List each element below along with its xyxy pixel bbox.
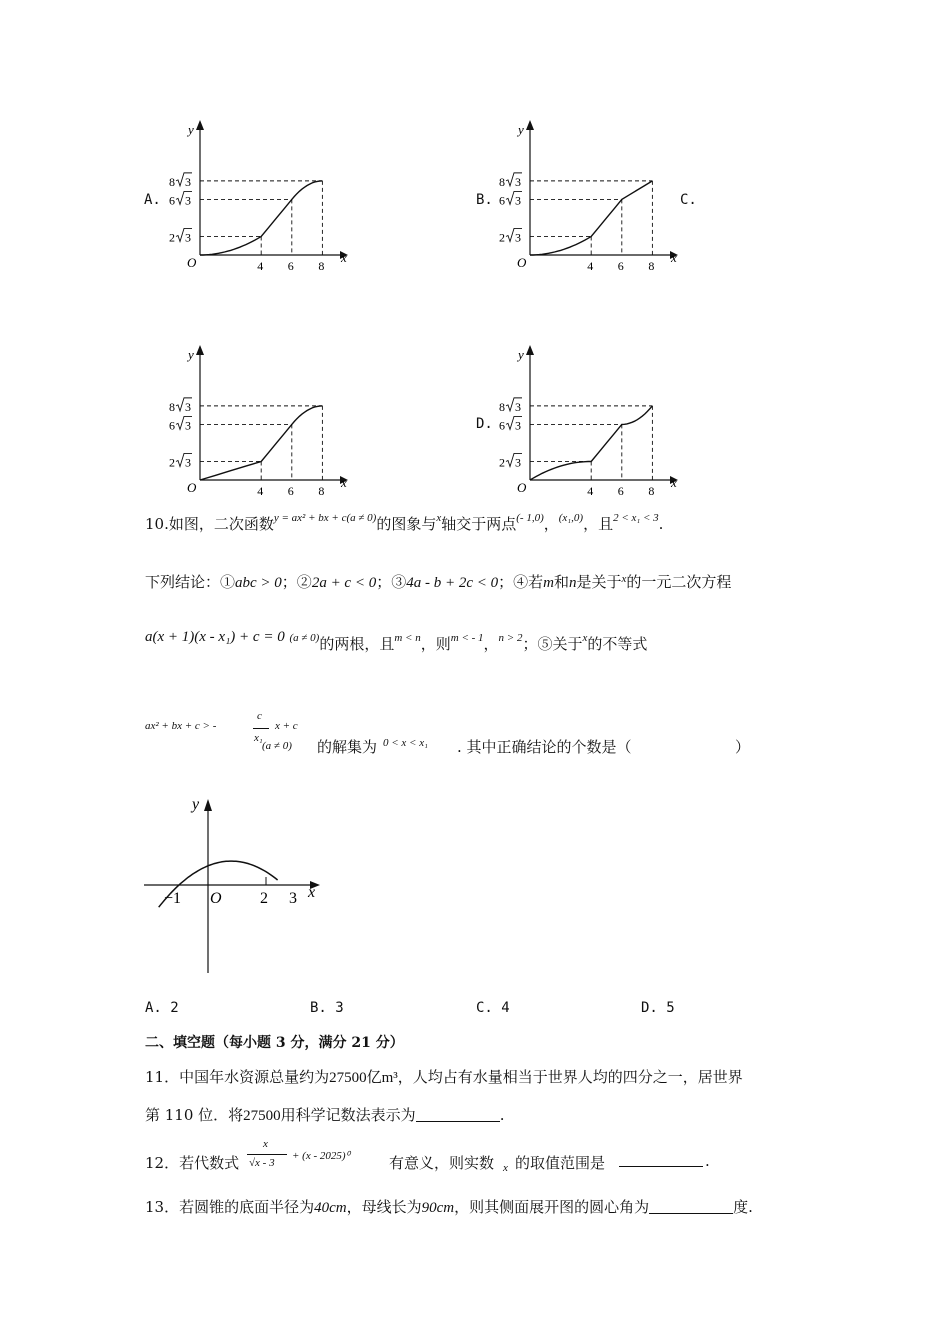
- q10-option-d: D. 5: [641, 1000, 675, 1016]
- x-tick-label: 6: [617, 484, 624, 498]
- y-tick-coef: 6: [499, 193, 505, 208]
- y-axis-arrow: [204, 799, 212, 811]
- option-d-label: D.: [476, 416, 493, 432]
- y-tick-coef: 6: [169, 418, 175, 433]
- tick-label-minus1: −1: [164, 890, 182, 907]
- origin-label: O: [517, 255, 527, 270]
- q12-line: 12．若代数式 x √x - 3 + (x - 2025)⁰ 有意义，则实数 x 的取值范围是 .: [145, 1138, 710, 1174]
- y-axis-label: y: [518, 347, 524, 362]
- x-axis-label: x: [671, 250, 677, 265]
- x-tick-label: 4: [587, 484, 594, 498]
- x-tick-label: 4: [257, 259, 264, 273]
- y-axis-label: y: [188, 347, 194, 362]
- y-tick-radicand: 3: [515, 418, 521, 433]
- y-tick-coef: 8: [499, 399, 505, 414]
- y-tick-coef: 2: [499, 230, 505, 245]
- parabola-figure: [140, 795, 330, 975]
- x-axis-label: x: [671, 475, 677, 490]
- y-tick-radicand: 3: [185, 399, 191, 414]
- y-tick-radicand: 3: [185, 418, 191, 433]
- origin-label: O: [187, 480, 197, 495]
- y-tick-radicand: 3: [515, 230, 521, 245]
- y-axis-label: y: [192, 796, 200, 813]
- y-axis-arrow: [526, 120, 534, 130]
- x-tick-label: 8: [648, 484, 655, 498]
- y-tick-coef: 2: [499, 455, 505, 470]
- y-tick-radicand: 3: [185, 193, 191, 208]
- origin-label: O: [187, 255, 197, 270]
- x-tick-label: 8: [318, 484, 325, 498]
- x-axis-label: x: [341, 475, 347, 490]
- y-tick-radicand: 3: [515, 455, 521, 470]
- graph-d: [470, 335, 690, 505]
- y-axis-arrow: [196, 120, 204, 130]
- origin-label: O: [517, 480, 527, 495]
- section-heading: 二、填空题（每小题 3 分，满分 21 分）: [145, 1035, 404, 1051]
- q13-answer-blank[interactable]: [649, 1199, 733, 1214]
- x-axis-label: x: [308, 884, 316, 901]
- x-tick-label: 6: [287, 259, 294, 273]
- y-tick-radicand: 3: [185, 174, 191, 189]
- y-tick-radicand: 3: [185, 230, 191, 245]
- x-tick-label: 8: [648, 259, 655, 273]
- q10-option-a: A. 2: [145, 1000, 179, 1016]
- q12-answer-blank[interactable]: [619, 1152, 703, 1167]
- y-tick-radicand: 3: [515, 399, 521, 414]
- y-tick-radicand: 3: [185, 455, 191, 470]
- q10-line1: 10.如图，二次函数$^{y = ax^2 + bx + c(a \ne 0)}$的图象与$^x$轴交于两点$^{(- 1,0)}$，$^{(x_1,0)}$，且$^{2 < x_1 < 3}$.: [145, 512, 664, 533]
- q10-line2: 下列结论：①abc > 0；②2a + c < 0；③4a - b + 2c < 0；④若m和n是关于$^x$的一元二次方程: [145, 573, 732, 591]
- y-tick-coef: 8: [169, 399, 175, 414]
- x-tick-label: 4: [257, 484, 264, 498]
- origin-label: O: [210, 890, 222, 907]
- graph-b: [470, 110, 690, 280]
- y-tick-coef: 2: [169, 455, 175, 470]
- q10-option-c: C. 4: [476, 1000, 510, 1016]
- y-tick-coef: 8: [499, 174, 505, 189]
- tick-label-3: 3: [289, 890, 297, 907]
- y-tick-coef: 6: [499, 418, 505, 433]
- x-tick-label: 6: [617, 259, 624, 273]
- q11-line1: 11．中国年水资源总量约为27500亿m³，人均占有水量相当于世界人均的四分之一，居世界: [145, 1068, 743, 1086]
- x-tick-label: 4: [587, 259, 594, 273]
- q11-answer-blank[interactable]: [416, 1107, 500, 1122]
- y-tick-coef: 6: [169, 193, 175, 208]
- x-tick-label: 8: [318, 259, 325, 273]
- x-axis-label: x: [341, 250, 347, 265]
- x-tick-label: 6: [287, 484, 294, 498]
- y-tick-coef: 8: [169, 174, 175, 189]
- option-a-label: A.: [144, 192, 161, 208]
- q11-line2: 第 110 位．将27500用科学记数法表示为 .: [145, 1106, 505, 1124]
- graph-a: [140, 110, 360, 280]
- y-axis-arrow: [526, 345, 534, 355]
- y-axis-label: y: [518, 122, 524, 137]
- option-c-label: C.: [680, 192, 697, 208]
- y-tick-radicand: 3: [515, 193, 521, 208]
- y-tick-radicand: 3: [515, 174, 521, 189]
- y-axis-arrow: [196, 345, 204, 355]
- y-tick-coef: 2: [169, 230, 175, 245]
- option-b-label: B.: [476, 192, 493, 208]
- tick-label-2: 2: [260, 890, 268, 907]
- q10-line3: a(x + 1)(x - x₁) + c = 0 (a ≠ 0)的两根，且m < n，则m < - 1，n > 2；⑤关于x的不等式: [145, 629, 648, 653]
- graph-c: [140, 335, 347, 505]
- y-axis-label: y: [188, 122, 194, 137]
- q13-line: 13．若圆锥的底面半径为40cm，母线长为90cm，则其侧面展开图的圆心角为 度.: [145, 1198, 753, 1216]
- q10-option-b: B. 3: [310, 1000, 344, 1016]
